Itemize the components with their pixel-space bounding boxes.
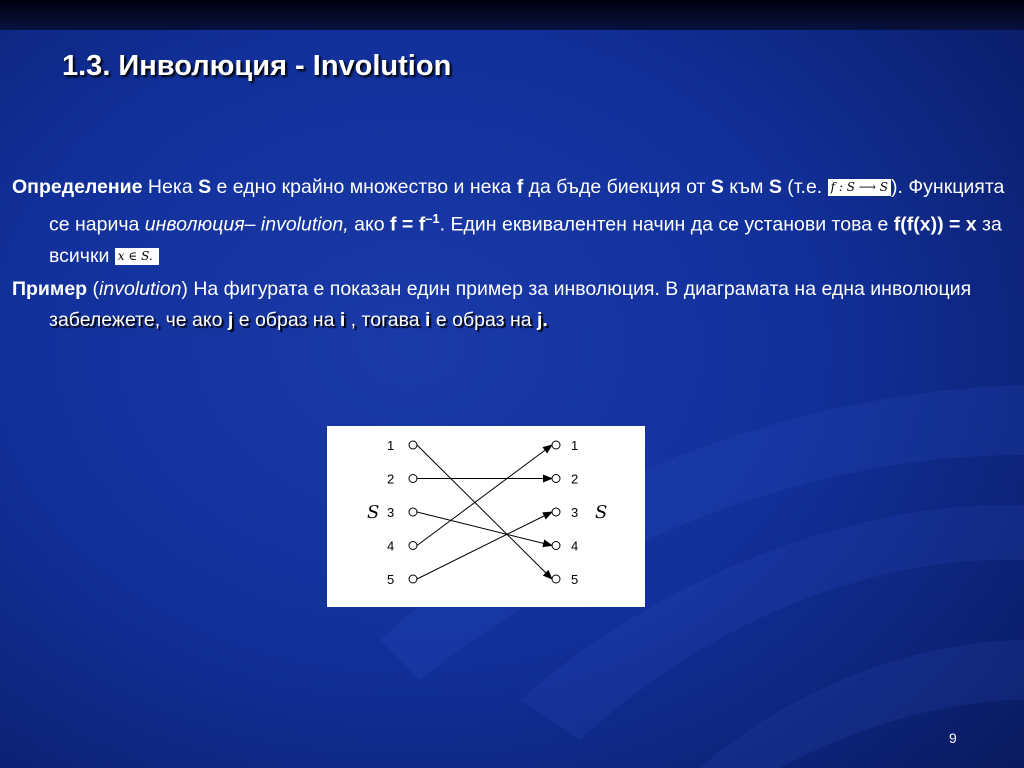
definition-text: ако <box>348 213 390 236</box>
var-j: j. <box>537 308 548 331</box>
set-label-left: S <box>367 502 380 523</box>
definition-text: Нека <box>142 176 199 198</box>
definition-paragraph <box>12 172 1012 272</box>
diagram-svg <box>327 426 645 607</box>
left-node-label: 5 <box>387 572 395 587</box>
example-text: ) На фигурата е показан един пример за инволюция. В диаграмата на една инволюция <box>181 277 972 300</box>
right-node <box>552 475 560 483</box>
formula-mapping: f : S ⟶ S <box>828 179 891 196</box>
definition-text: да бъде биекция от <box>523 176 711 198</box>
var-j: j <box>227 308 234 331</box>
definition-text: е едно крайно множество и нека <box>211 176 517 198</box>
left-node <box>409 441 417 449</box>
equation-inverse: f = f <box>389 213 426 236</box>
mapping-arrow <box>417 512 552 579</box>
note-text: забележете, че ако <box>49 308 228 331</box>
var-i: i <box>339 308 346 331</box>
formula-membership: x ∈ S. <box>115 248 159 265</box>
set-label-right: S <box>595 502 608 523</box>
definition-label: Определение <box>12 176 143 198</box>
term-bulgarian: инволюция <box>144 213 245 236</box>
right-node-label: 4 <box>571 538 579 554</box>
set-s: S <box>710 176 724 198</box>
left-node <box>409 475 417 483</box>
equation-composition: f(f(x)) = x <box>893 213 977 236</box>
note-text: е образ на <box>430 308 537 331</box>
left-node-label: 1 <box>387 438 395 453</box>
left-node <box>409 575 417 583</box>
equation-superscript: –1 <box>425 211 440 226</box>
right-node-label: 2 <box>571 471 579 487</box>
note-text: , тогава <box>345 308 426 331</box>
example-paragraph <box>12 274 1012 336</box>
right-node-label: 5 <box>571 572 579 587</box>
right-node-label: 1 <box>571 438 579 453</box>
note-text: е образ на <box>233 308 340 331</box>
left-node <box>409 508 417 516</box>
example-term: involution <box>99 277 182 300</box>
definition-text: – <box>244 213 261 236</box>
mapping-arrow <box>417 445 552 546</box>
function-f: f <box>516 176 524 198</box>
left-node-label: 4 <box>387 538 395 554</box>
example-label: Пример <box>12 277 88 300</box>
left-node-label: 3 <box>387 505 395 520</box>
slide-body <box>12 172 1012 338</box>
right-node <box>552 441 560 449</box>
term-english: involution, <box>260 213 349 236</box>
right-node-label: 3 <box>571 505 579 520</box>
set-s: S <box>768 176 782 198</box>
var-i: i <box>425 308 431 331</box>
definition-text: към <box>723 176 769 198</box>
left-node-label: 2 <box>387 471 395 487</box>
slide-title: 1.3. Инволюция - Involution <box>62 50 452 82</box>
mapping-arrow <box>417 445 552 579</box>
right-node <box>552 542 560 550</box>
page-number: 9 <box>949 730 957 746</box>
definition-text: ). Функцията се нарича <box>49 176 1005 236</box>
definition-text: (т.е. <box>781 176 828 198</box>
mapping-arrow <box>417 512 552 546</box>
right-node <box>552 508 560 516</box>
top-bar <box>0 0 1024 30</box>
example-text: ( <box>87 277 100 300</box>
definition-text: за всички <box>49 213 1002 267</box>
set-s: S <box>198 176 212 198</box>
involution-diagram <box>327 426 645 607</box>
right-node <box>552 575 560 583</box>
definition-text: . Един еквивалентен начин да се установи това е <box>439 213 894 236</box>
left-node <box>409 542 417 550</box>
